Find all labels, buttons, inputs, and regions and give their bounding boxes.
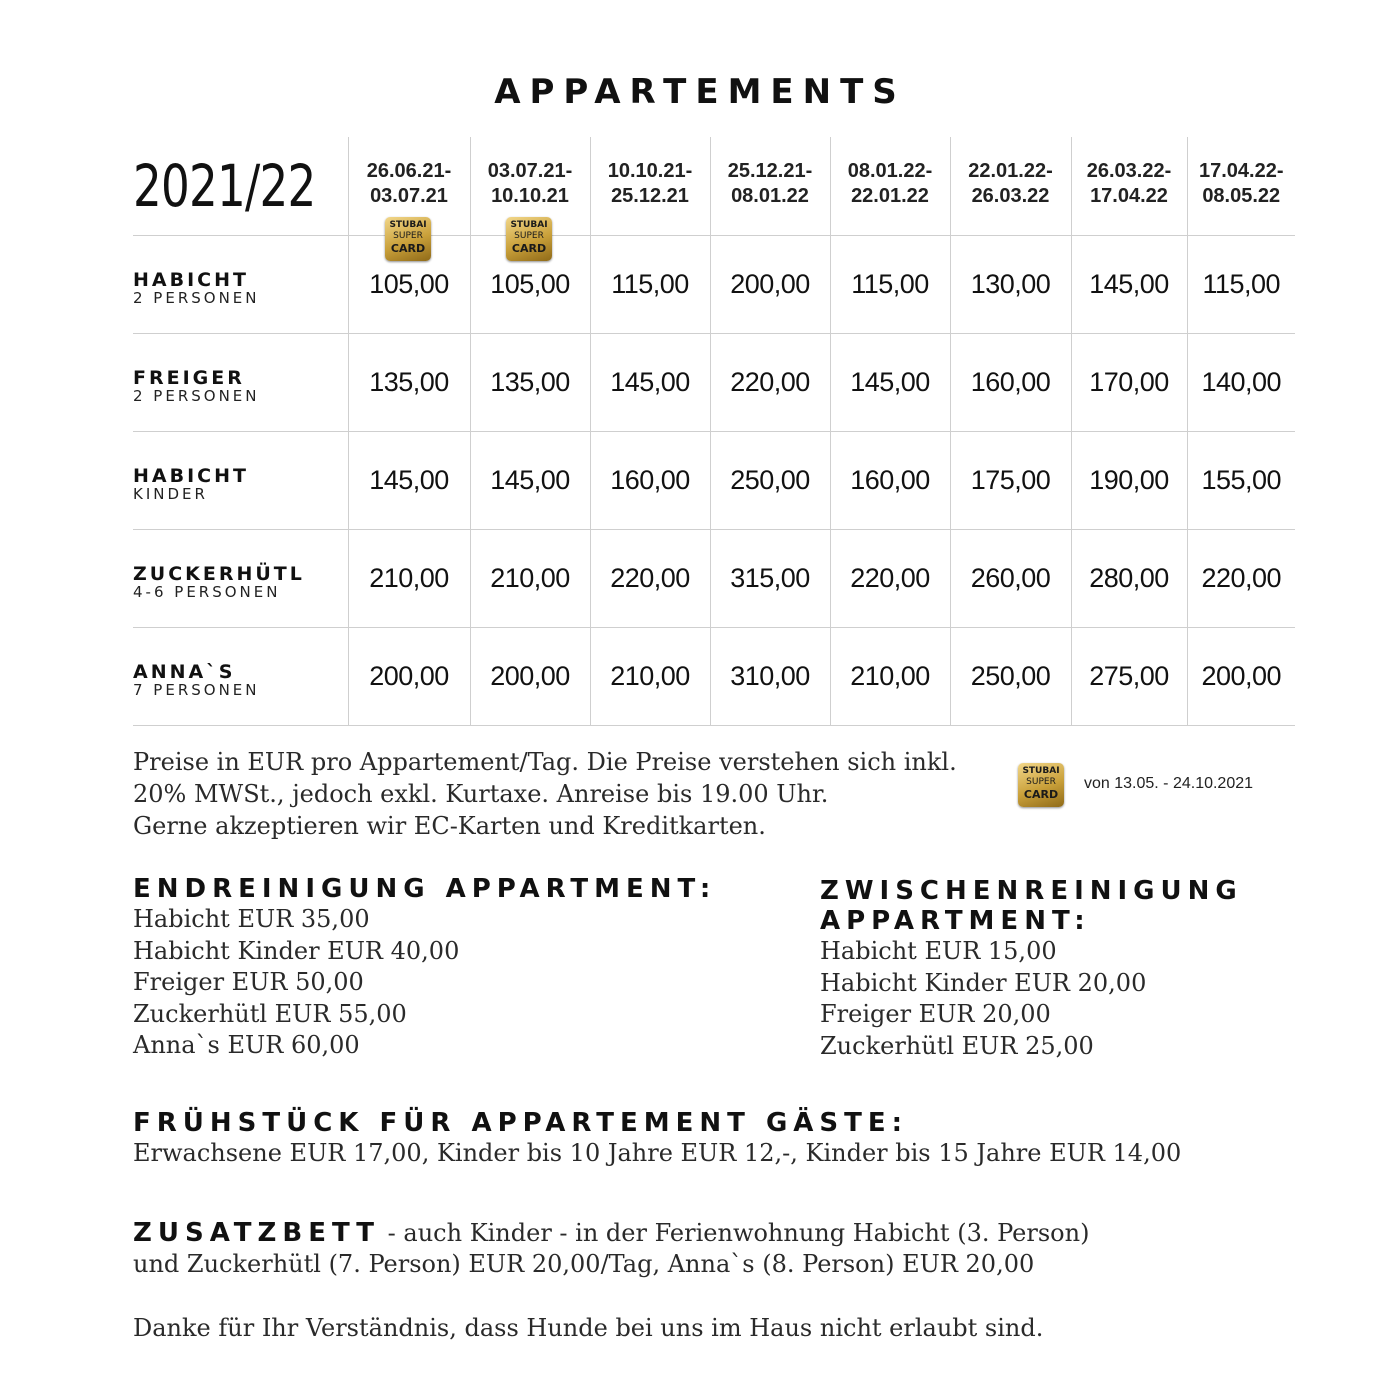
period-label: 22.01.22- 26.03.22: [968, 160, 1053, 207]
zusatzbett-line: [133, 1218, 1333, 1249]
price-cell: 200,00: [348, 628, 470, 726]
fruehstueck-section: [133, 1108, 1333, 1170]
price-cell: 260,00: [950, 530, 1071, 628]
price-cell: 200,00: [710, 236, 830, 334]
price-cell: 105,00: [470, 236, 590, 334]
price-cell: 160,00: [590, 432, 710, 530]
price-cell: 220,00: [710, 334, 830, 432]
price-cell: 135,00: [470, 334, 590, 432]
endreinigung-section: [133, 874, 783, 1062]
period-label: 17.04.22- 08.05.22: [1198, 160, 1284, 207]
period-label: 25.12.21- 08.01.22: [727, 160, 813, 207]
period-label: 08.01.22- 22.01.22: [847, 160, 933, 207]
price-cell: 135,00: [348, 334, 470, 432]
fruehstueck-heading: FRÜHSTÜCK FÜR APPARTEMENT GÄSTE:: [133, 1108, 909, 1138]
supercard-validity: von 13.05. - 24.10.2021: [1084, 775, 1254, 792]
price-cell: 250,00: [950, 628, 1071, 726]
price-cell: 170,00: [1071, 334, 1187, 432]
zwischenreinigung-section: [820, 876, 1290, 1062]
price-cell: 155,00: [1187, 432, 1295, 530]
list-item: Habicht EUR 35,00: [133, 905, 370, 933]
price-cell: 310,00: [710, 628, 830, 726]
supercard-badge-icon: STUBAI SUPER CARD: [385, 217, 431, 261]
list-item: Zuckerhütl EUR 55,00: [133, 999, 407, 1028]
price-cell: 220,00: [590, 530, 710, 628]
header-row: [133, 137, 1295, 236]
price-cell: 210,00: [830, 628, 950, 726]
table-row: [133, 628, 1295, 726]
period-header: [1187, 137, 1295, 236]
period-header: [1071, 137, 1187, 236]
price-cell: 175,00: [950, 432, 1071, 530]
note-line: 20% MWSt., jedoch exkl. Kurtaxe. Anreise bis 19.00 Uhr.: [133, 780, 829, 808]
list-item: Anna`s EUR 60,00: [133, 1031, 360, 1059]
zwischenreinigung-heading: ZWISCHENREINIGUNG APPARTMENT:: [820, 876, 1243, 936]
footer-note: Danke für Ihr Verständnis, dass Hunde bei uns im Haus nicht erlaubt sind.: [133, 1314, 1044, 1342]
period-header: [470, 137, 590, 255]
price-cell: 220,00: [1187, 530, 1295, 628]
period-header: [710, 137, 830, 236]
supercard-badge-icon: STUBAI SUPER CARD: [506, 217, 552, 261]
room-name: ANNA`S: [133, 661, 236, 683]
table-row: [133, 236, 1295, 334]
list-item: Habicht Kinder EUR 40,00: [133, 936, 460, 965]
period-header: [348, 137, 470, 255]
price-cell: 140,00: [1187, 334, 1295, 432]
list-item: Zuckerhütl EUR 25,00: [820, 1031, 1094, 1060]
room-cell: [133, 236, 348, 334]
endreinigung-list: [133, 904, 783, 1062]
price-cell: 145,00: [1071, 236, 1187, 334]
note-line: Gerne akzeptieren wir EC-Karten und Kreditkarten.: [133, 812, 766, 840]
room-name: HABICHT: [133, 269, 249, 291]
room-name: FREIGER: [133, 367, 245, 389]
season-label: 2021/22: [133, 152, 316, 220]
list-item: Habicht Kinder EUR 20,00: [820, 968, 1147, 997]
note-line: Preise in EUR pro Appartement/Tag. Die Preise verstehen sich inkl.: [133, 748, 957, 776]
price-cell: 315,00: [710, 530, 830, 628]
list-item: Habicht EUR 15,00: [820, 937, 1057, 965]
price-cell: 145,00: [470, 432, 590, 530]
period-label: 10.10.21- 25.12.21: [607, 160, 693, 207]
price-cell: 210,00: [470, 530, 590, 628]
zusatzbett-text: - auch Kinder - in der Ferienwohnung Habicht (3. Person): [380, 1219, 1090, 1247]
room-name: HABICHT: [133, 465, 249, 487]
zusatzbett-line: und Zuckerhütl (7. Person) EUR 20,00/Tag, Anna`s (8. Person) EUR 20,00: [133, 1250, 1035, 1278]
price-cell: 220,00: [830, 530, 950, 628]
period-label: 26.03.22- 17.04.22: [1086, 160, 1172, 207]
room-capacity: 7 PERSONEN: [133, 681, 260, 699]
price-cell: 160,00: [950, 334, 1071, 432]
period-header: [590, 137, 710, 236]
price-cell: 210,00: [590, 628, 710, 726]
price-cell: 145,00: [590, 334, 710, 432]
list-item: Freiger EUR 20,00: [820, 1000, 1051, 1028]
room-capacity: 4-6 PERSONEN: [133, 583, 281, 601]
fruehstueck-text: Erwachsene EUR 17,00, Kinder bis 10 Jahre EUR 12,-, Kinder bis 15 Jahre EUR 14,00: [133, 1139, 1182, 1167]
period-label: 03.07.21- 10.10.21: [487, 160, 573, 207]
price-cell: 130,00: [950, 236, 1071, 334]
zwischenreinigung-list: [820, 936, 1290, 1062]
room-name: ZUCKERHÜTL: [133, 563, 305, 585]
price-table: [133, 137, 1295, 726]
supercard-badge-icon: STUBAI SUPER CARD: [1018, 763, 1064, 807]
period-label: 26.06.21- 03.07.21: [366, 160, 452, 207]
price-cell: 145,00: [348, 432, 470, 530]
price-cell: 210,00: [348, 530, 470, 628]
price-cell: 200,00: [1187, 628, 1295, 726]
room-cell: [133, 628, 348, 726]
price-cell: 115,00: [590, 236, 710, 334]
price-cell: 160,00: [830, 432, 950, 530]
room-capacity: KINDER: [133, 485, 208, 503]
endreinigung-heading: ENDREINIGUNG APPARTMENT:: [133, 874, 717, 904]
price-cell: 105,00: [348, 236, 470, 334]
price-cell: 115,00: [830, 236, 950, 334]
table-row: [133, 432, 1295, 530]
table-row: [133, 530, 1295, 628]
price-cell: 200,00: [470, 628, 590, 726]
room-capacity: 2 PERSONEN: [133, 387, 260, 405]
period-header: [830, 137, 950, 236]
period-header: [950, 137, 1071, 236]
page-title: APPARTEMENTS: [494, 72, 906, 112]
room-capacity: 2 PERSONEN: [133, 289, 260, 307]
room-cell: [133, 432, 348, 530]
price-cell: 115,00: [1187, 236, 1295, 334]
room-cell: [133, 530, 348, 628]
zusatzbett-heading: ZUSATZBETT: [133, 1218, 381, 1248]
price-cell: 250,00: [710, 432, 830, 530]
price-cell: 145,00: [830, 334, 950, 432]
season-header: [133, 137, 348, 236]
price-cell: 280,00: [1071, 530, 1187, 628]
list-item: Freiger EUR 50,00: [133, 968, 364, 996]
price-cell: 190,00: [1071, 432, 1187, 530]
room-cell: [133, 334, 348, 432]
table-row: [133, 334, 1295, 432]
price-cell: 275,00: [1071, 628, 1187, 726]
price-notes: [133, 746, 993, 842]
zusatzbett-section: [133, 1218, 1333, 1280]
